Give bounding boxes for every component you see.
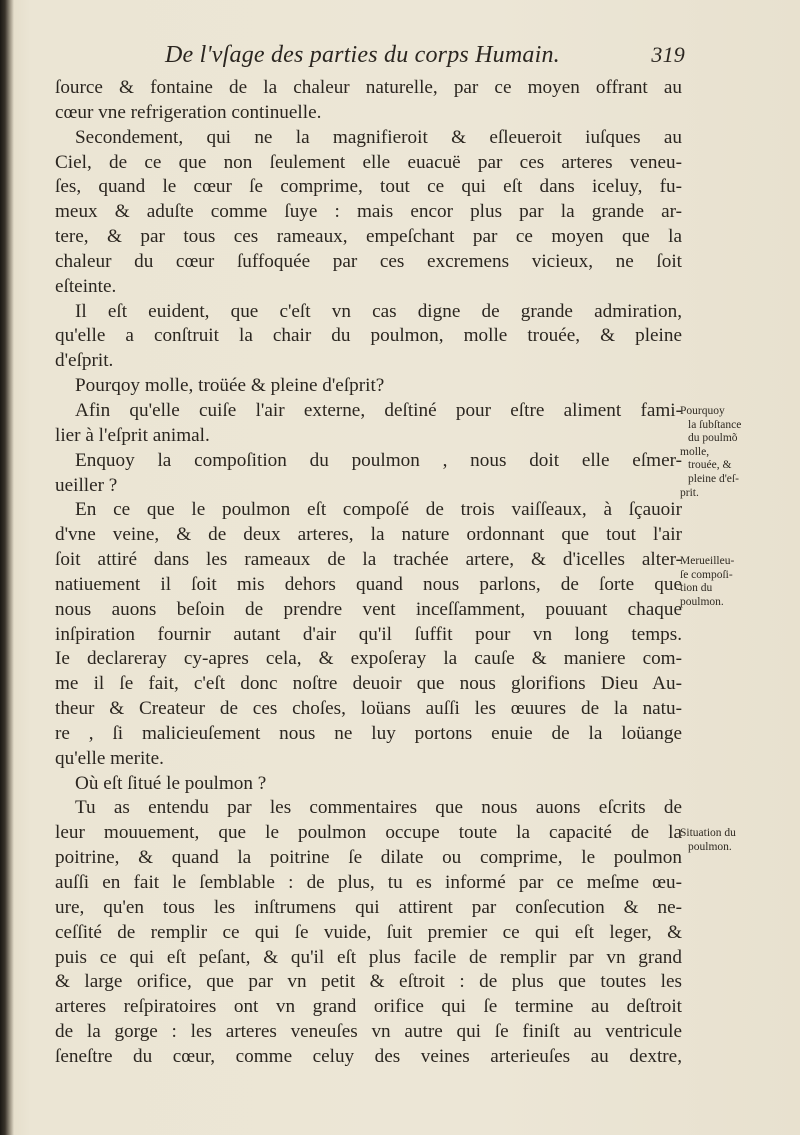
text-line: ure, qu'en tous les inſtrumens qui attirent par conſecution & ne- bbox=[55, 896, 682, 918]
margin-note-line: Situation du bbox=[680, 827, 736, 839]
text-line: meux & aduſte comme ſuye : mais encor plus par la grande ar- bbox=[55, 201, 682, 223]
margin-note-line: molle, bbox=[680, 445, 710, 458]
text-line: & large orifice, que par vn petit & eſtroit : de plus que toutes les bbox=[55, 971, 682, 993]
binding-edge bbox=[0, 0, 14, 1135]
margin-note-line: Pourquoy bbox=[680, 405, 725, 417]
text-line: ſoit attiré dans les rameaux de la trachée artere, & d'icelles alter- bbox=[55, 549, 682, 571]
text-line: ſource & fontaine de la chaleur naturelle, par ce moyen offrant au bbox=[55, 77, 682, 98]
margin-note-line: prit. bbox=[680, 486, 699, 499]
text-line: re , ſi malicieuſement nous ne luy portons enuie de la loüange bbox=[55, 722, 682, 744]
margin-note-line: Merueilleu- bbox=[680, 555, 735, 567]
text-line: ſeneſtre du cœur, comme celuy des veines arterieuſes au dextre, bbox=[55, 1045, 682, 1067]
text-line: Tu as entendu par les commentaires que nous auons eſcrits de bbox=[75, 797, 682, 819]
text-line: puis ce qui eſt peſant, & qu'il eſt plus facile de remplir par vn grand bbox=[55, 946, 682, 968]
text-line: tere, & par tous ces rameaux, empeſchant par ce moyen que la bbox=[55, 226, 682, 248]
text-line: lier à l'eſprit animal. bbox=[55, 424, 210, 446]
text-line: Il eſt euident, que c'eſt vn cas digne de grande admiration, bbox=[75, 300, 682, 322]
question-line: Pourqoy molle, troüée & pleine d'eſprit? bbox=[75, 375, 385, 397]
text-line: En ce que le poulmon eſt compoſé de trois vaiſſeaux, à ſçauoir bbox=[75, 499, 682, 521]
text-line: chaleur du cœur ſuffoquée par ces excremens vicieux, ne ſoit bbox=[55, 250, 682, 272]
text-line: Afin qu'elle cuiſe l'air externe, deſtiné pour eſtre aliment fami- bbox=[75, 399, 682, 421]
text-line: me il ſe fait, c'eſt donc noſtre deuoir que nous glorifions Dieu Au- bbox=[55, 673, 682, 695]
text-line: auſſi en fait le ſemblable : de plus, tu es informé par ce meſme œu- bbox=[55, 872, 682, 893]
text-line: nous auons beſoin de prendre vent inceſſamment, pouuant chaque bbox=[55, 598, 682, 620]
margin-note-line: poulmon. bbox=[688, 840, 732, 853]
text-line: qu'elle a conſtruit la chair du poulmon, molle trouée, & pleine bbox=[55, 325, 682, 347]
text-line: arteres reſpiratoires ont vn grand orifice qui ſe termine au deſtroit bbox=[55, 996, 682, 1018]
margin-note-line: pleine d'eſ- bbox=[688, 472, 739, 485]
question-line: Enquoy la compoſition du poulmon , nous doit elle eſmer- bbox=[75, 449, 682, 471]
margin-note-line: poulmon. bbox=[680, 595, 724, 608]
body-text bbox=[55, 76, 682, 1070]
text-line: de la gorge : les arteres veneuſes vn autre qui ſe finiſt au ventricule bbox=[55, 1021, 682, 1043]
text-line: inſpiration fournir autant d'air qu'il ſuffit pour vn long temps. bbox=[55, 623, 682, 645]
text-line: cœur vne refrigeration continuelle. bbox=[55, 101, 322, 123]
page-number: 319 bbox=[651, 42, 685, 67]
text-line: eſteinte. bbox=[55, 275, 117, 297]
text-line: poitrine, & quand la poitrine ſe dilate ou comprime, le poulmon bbox=[55, 847, 682, 869]
margin-note-composition bbox=[680, 555, 795, 609]
margin-note-line: du poulmõ bbox=[688, 432, 738, 445]
text-line: ſes, quand le cœur ſe comprime, tout ce qui eſt dans iceluy, fu- bbox=[55, 176, 682, 198]
text-line: ceſſité de remplir ce qui ſe vuide, ſuit premier ce qui eſt leger, & bbox=[55, 921, 682, 943]
question-line: Où eſt ſitué le poulmon ? bbox=[75, 772, 267, 794]
margin-note-substance bbox=[680, 405, 795, 500]
text-line: theur & Createur de ces choſes, loüans auſſi les œuures de la natu- bbox=[55, 698, 682, 720]
margin-note-line: trouée, & bbox=[688, 459, 732, 472]
text-line: Ciel, de ce que non ſeulement elle euacuë par ces arteres veneu- bbox=[55, 151, 682, 173]
running-header bbox=[165, 42, 685, 76]
text-line: d'vne veine, & de deux arteres, la nature ordonnant que tout l'air bbox=[55, 524, 682, 546]
margin-note-situation bbox=[680, 827, 795, 854]
text-line: d'eſprit. bbox=[55, 350, 114, 372]
text-line: leur mouuement, que le poulmon occupe toute la capacité de la bbox=[55, 822, 682, 844]
text-line: natiuement il ſoit mis dehors quand nous parlons, de ſorte que bbox=[55, 573, 682, 595]
text-line: Ie declareray cy-apres cela, & expoſeray la cauſe & maniere com- bbox=[55, 648, 682, 670]
running-title: De l'vſage des parties du corps Humain. bbox=[165, 42, 560, 68]
margin-note-line: la ſubſtance bbox=[688, 418, 742, 431]
margin-note-line: tion du bbox=[680, 582, 713, 595]
margin-note-line: ſe compoſi- bbox=[680, 568, 733, 581]
text-line: Secondement, qui ne la magnifieroit & eſleueroit iuſques au bbox=[75, 126, 682, 148]
question-line: ueiller ? bbox=[55, 474, 118, 496]
text-line: qu'elle merite. bbox=[55, 747, 164, 769]
